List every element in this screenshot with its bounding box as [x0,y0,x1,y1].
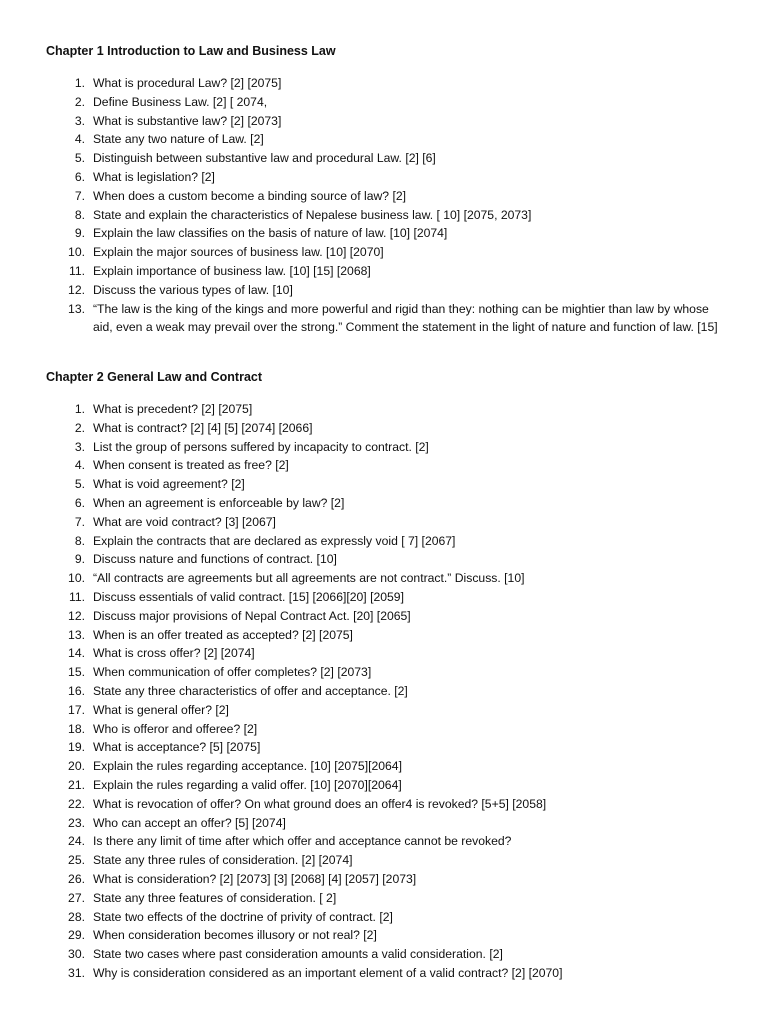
question-number: 2. [74,94,85,109]
question-number: 17. [68,702,85,717]
question-text: Discuss the various types of law. [10] [93,282,293,297]
question-text: When an agreement is enforceable by law? [2] [93,495,345,510]
question-text: Explain importance of business law. [10] [15] [2068] [93,263,371,278]
list-item [0,456,768,475]
question-number: 5. [74,151,85,166]
question-number: 1. [74,402,85,416]
list-item [0,149,768,168]
list-item [0,832,768,851]
question-text: Why is consideration considered as an important element of a valid contract? [2] [2070] [93,965,563,980]
question-text: Discuss essentials of valid contract. [15] [2066][20] [2059] [93,589,404,604]
question-text: State two effects of the doctrine of privity of contract. [2] [93,909,393,924]
question-number: 12. [68,608,85,623]
question-text: What is cross offer? [2] [2074] [93,646,255,661]
question-number: 5. [74,477,85,492]
question-text: When consent is treated as free? [2] [93,458,289,473]
question-text: Is there any limit of time after which offer and acceptance cannot be revoked? [93,834,512,849]
question-number: 9. [74,552,85,567]
question-text: What is precedent? [2] [2075] [93,402,253,416]
question-text: Who can accept an offer? [5] [2074] [93,815,286,830]
question-number: 18. [68,721,85,736]
question-number: 28. [68,909,85,924]
question-number: 8. [74,533,85,548]
list-item [0,588,768,607]
list-item [0,224,768,243]
list-item [0,281,768,300]
question-number: 7. [74,188,85,203]
question-number: 23. [68,815,85,830]
question-number: 27. [68,890,85,905]
list-item [0,701,768,720]
question-text: What is procedural Law? [2] [2075] [93,76,282,90]
question-text: Explain the major sources of business law. [10] [2070] [93,245,384,260]
list-item [0,262,768,281]
list-item [0,243,768,262]
question-number: 11. [68,263,85,278]
question-text: Explain the rules regarding a valid offer. [10] [2070][2064] [93,777,402,792]
question-number: 13. [68,301,85,316]
question-text: What are void contract? [3] [2067] [93,514,276,529]
question-text: What is substantive law? [2] [2073] [93,113,282,128]
question-number: 9. [74,226,85,241]
question-number: 21. [68,777,85,792]
question-number: 4. [74,132,85,147]
question-text: State any three characteristics of offer and acceptance. [2] [93,683,408,698]
question-text: What is legislation? [2] [93,169,215,184]
question-number: 10. [68,245,85,260]
list-item [0,757,768,776]
question-text: Define Business Law. [2] [ 2074, [93,94,268,109]
chapter-2-title: Chapter 2 General Law and Contract [46,370,263,384]
list-item [0,168,768,187]
question-number: 24. [68,834,85,849]
question-text: State any three features of consideration. [ 2] [93,890,337,905]
list-item [0,513,768,532]
question-number: 14. [68,646,85,661]
question-number: 2. [74,420,85,435]
question-text: Explain the law classifies on the basis of nature of law. [10] [2074] [93,226,448,241]
list-item [0,438,768,457]
chapter-2-question-list [0,400,768,983]
question-number: 26. [68,871,85,886]
list-item [0,945,768,964]
list-item [0,682,768,701]
chapter-1-title: Chapter 1 Introduction to Law and Business Law [46,44,336,58]
list-item [0,112,768,131]
question-text: When does a custom become a binding source of law? [2] [93,188,406,203]
list-item [0,776,768,795]
question-number: 16. [68,683,85,698]
list-item [0,550,768,569]
question-text: What is consideration? [2] [2073] [3] [2068] [4] [2057] [2073] [93,871,417,886]
list-item [0,795,768,814]
list-item [0,926,768,945]
list-item [0,908,768,927]
question-text: Explain the rules regarding acceptance. [10] [2075][2064] [93,759,402,774]
list-item [0,475,768,494]
list-item [0,964,768,983]
question-text: State any two nature of Law. [2] [93,132,264,147]
question-number: 6. [74,169,85,184]
question-text: What is void agreement? [2] [93,477,245,492]
question-text: “The law is the king of the kings and more powerful and rigid than they: nothing can be mightier than law by whose aid, even a weak may prevail over the strong.” Comment the statement in the light of nature and function of law. [15] [93,301,718,335]
list-item [0,663,768,682]
question-number: 11. [68,589,85,604]
question-number: 15. [68,665,85,680]
question-number: 29. [68,928,85,943]
question-number: 13. [68,627,85,642]
list-item [0,532,768,551]
question-text: Who is offeror and offeree? [2] [93,721,258,736]
question-number: 1. [74,76,85,90]
question-number: 10. [68,571,85,586]
question-text: What is contract? [2] [4] [5] [2074] [2066] [93,420,313,435]
question-number: 12. [68,282,85,297]
question-text: When communication of offer completes? [2] [2073] [93,665,372,680]
question-text: What is general offer? [2] [93,702,229,717]
list-item [0,130,768,149]
list-item [0,626,768,645]
list-item [0,889,768,908]
list-item [0,720,768,739]
question-text: Explain the contracts that are declared as expressly void [ 7] [2067] [93,533,456,548]
list-item [0,569,768,588]
question-number: 22. [68,796,85,811]
list-item [0,607,768,626]
question-number: 19. [68,740,85,755]
question-number: 6. [74,495,85,510]
question-number: 3. [74,113,85,128]
chapter-1-question-list [0,74,768,337]
question-number: 7. [74,514,85,529]
list-item [0,400,768,419]
question-number: 25. [68,853,85,868]
question-text: “All contracts are agreements but all agreements are not contract.” Discuss. [10] [93,571,525,586]
question-number: 4. [74,458,85,473]
question-text: List the group of persons suffered by incapacity to contract. [2] [93,439,429,454]
question-text: State and explain the characteristics of Nepalese business law. [ 10] [2075, 2073] [93,207,532,222]
question-number: 31. [68,965,85,980]
list-item [0,300,768,338]
question-text: State any three rules of consideration. [2] [2074] [93,853,353,868]
list-item [0,738,768,757]
list-item [0,187,768,206]
question-text: When consideration becomes illusory or not real? [2] [93,928,377,943]
list-item [0,870,768,889]
question-number: 3. [74,439,85,454]
list-item [0,814,768,833]
list-item [0,419,768,438]
question-text: Discuss nature and functions of contract. [10] [93,552,337,567]
list-item [0,93,768,112]
question-text: Discuss major provisions of Nepal Contract Act. [20] [2065] [93,608,411,623]
list-item [0,644,768,663]
question-text: Distinguish between substantive law and procedural Law. [2] [6] [93,151,436,166]
question-number: 20. [68,759,85,774]
list-item [0,206,768,225]
question-text: State two cases where past consideration amounts a valid consideration. [2] [93,947,503,962]
question-text: What is acceptance? [5] [2075] [93,740,261,755]
question-number: 8. [74,207,85,222]
list-item [0,74,768,93]
question-text: What is revocation of offer? On what ground does an offer4 is revoked? [5+5] [2058] [93,796,547,811]
question-number: 30. [68,947,85,962]
question-text: When is an offer treated as accepted? [2] [2075] [93,627,353,642]
list-item [0,494,768,513]
list-item [0,851,768,870]
